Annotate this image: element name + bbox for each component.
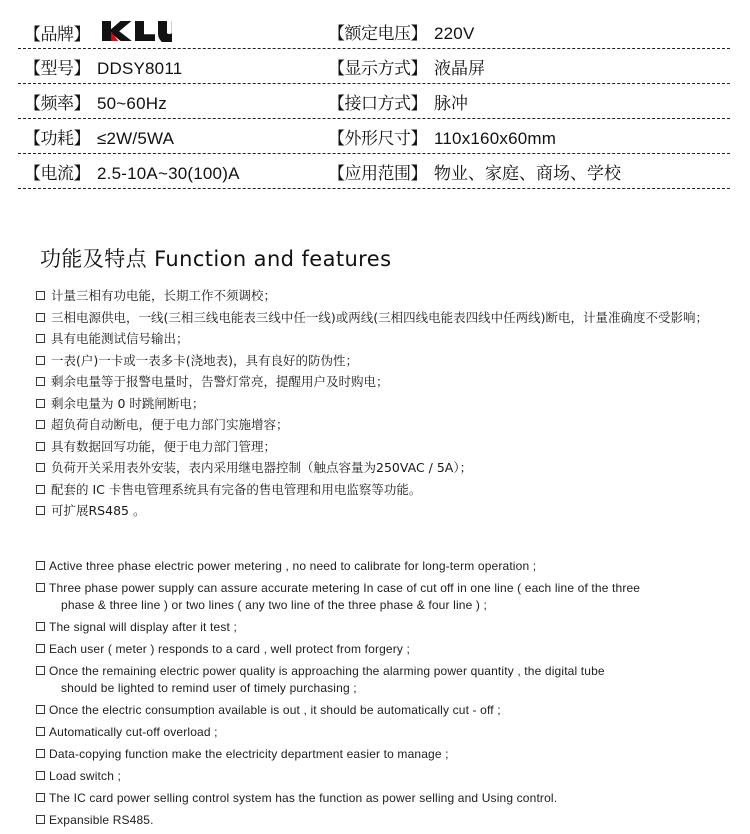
list-item-label: 超负荷自动断电，便于电力部门实施增容； [51,417,289,432]
list-item-line-1: Three phase power supply can assure accurate metering In case of cut off in one line ( each line of the three [49,581,641,595]
spec-cell-dimensions [323,124,730,149]
list-item [36,768,742,785]
list-item [36,310,736,326]
spec-cell-model [18,54,323,79]
list-item [36,331,736,347]
list-item-label: Data-copying function make the electricity department easier to manage ; [49,747,449,761]
list-item [36,396,736,412]
list-item [36,503,736,519]
spec-key: 【接口方式】 [328,93,427,114]
list-item-label: Active three phase electric power metering , no need to calibrate for long-term operation ; [49,559,537,573]
list-item-label: Automatically cut-off overload ; [49,725,218,739]
list-item-line-2: should be lighted to remind user of timely purchasing ; [61,681,357,695]
list-item-label: 配套的 IC 卡售电管理系统具有完备的售电管理和用电监察等功能。 [51,481,422,497]
checkbox-square-icon [36,583,45,592]
list-item-label: 一表(户)一卡或一表多卡(浇地表)，具有良好的防伪性； [51,352,359,368]
list-item-label: Each user ( meter ) responds to a card , well protect from forgery ; [49,642,411,656]
checkbox-square-icon [36,420,45,429]
list-item [36,417,736,433]
list-item-label: 具有电能测试信号输出； [51,331,189,346]
spec-value: DDSY8011 [97,58,183,78]
table-row [18,119,730,154]
spec-value: 2.5-10A~30(100)A [97,163,240,183]
list-item-label: 剩余电量为 0 时跳闸断电； [51,395,205,411]
spec-cell-display-type [323,54,730,79]
list-item-label: Once the electric consumption available is out , it should be automatically cut - off ; [49,703,501,717]
spec-value: ≤2W/5WA [97,128,175,148]
checkbox-square-icon [36,727,45,736]
checkbox-square-icon [36,561,45,570]
checkbox-square-icon [36,815,45,824]
spec-value: 液晶屏 [434,58,485,79]
feature-list-english [36,558,742,834]
checkbox-square-icon [36,793,45,802]
list-item [36,724,742,741]
list-item [36,460,736,476]
spec-value: 220V [434,23,475,43]
table-row [18,14,730,49]
checkbox-square-icon [36,666,45,675]
checkbox-square-icon [36,705,45,714]
list-item [36,353,736,369]
list-item-label: 负荷开关采用表外安装，表内采用继电器控制（触点容量为250VAC / 5A）； [51,460,473,475]
list-item [36,439,736,455]
spec-key: 【功耗】 [24,128,90,149]
specification-table [18,14,730,189]
list-item [36,663,742,697]
checkbox-square-icon [36,644,45,653]
spec-cell-interface-type [323,89,730,114]
klu-logo-icon [100,20,172,42]
spec-key: 【额定电压】 [328,23,427,44]
spec-key: 【显示方式】 [328,58,427,79]
spec-cell-frequency [18,89,323,114]
spec-key: 【型号】 [24,58,90,79]
list-item [36,641,742,658]
feature-list-chinese [36,288,736,525]
spec-cell-rated-voltage [323,19,730,44]
checkbox-square-icon [36,506,45,515]
checkbox-square-icon [36,622,45,631]
list-item-label: 三相电源供电，一线(三相三线电能表三线中任一线)或两线(三相四线电能表四线中任两线)断电，计量准确度不受影响； [51,309,709,325]
spec-value: 脉冲 [434,93,468,114]
checkbox-square-icon [36,463,45,472]
list-item-label: 具有数据回写功能，便于电力部门管理； [51,438,277,454]
list-item-label: 计量三相有功电能，长期工作不须调校； [51,288,277,303]
spec-key: 【频率】 [24,93,90,114]
spec-value: 物业、家庭、商场、学校 [434,163,621,184]
page-title: 功能及特点 Function and features [40,247,392,271]
list-item-label [49,663,739,697]
list-item-label: Load switch ; [49,769,121,783]
spec-value: 50~60Hz [97,93,167,113]
list-item [36,288,736,304]
table-row [18,49,730,84]
list-item [36,619,742,636]
checkbox-square-icon [36,313,45,322]
checkbox-square-icon [36,485,45,494]
checkbox-square-icon [36,399,45,408]
spec-key: 【电流】 [24,163,90,184]
spec-cell-brand [18,18,323,45]
spec-key: 【外形尺寸】 [328,128,427,149]
list-item-label: The signal will display after it test ; [49,620,237,634]
list-item [36,702,742,719]
spec-cell-current [18,159,323,184]
list-item [36,482,736,498]
list-item-line-1: Once the remaining electric power quality is approaching the alarming power quantity , the digital tube [49,664,605,678]
list-item-label [49,580,739,614]
checkbox-square-icon [36,291,45,300]
spec-cell-application-range [323,159,730,184]
list-item [36,790,742,807]
list-item-label: The IC card power selling control system has the function as power selling and Using control. [49,791,558,805]
spec-cell-power-consumption [18,124,323,149]
checkbox-square-icon [36,442,45,451]
checkbox-square-icon [36,377,45,386]
list-item [36,558,742,575]
list-item [36,812,742,829]
spec-key: 【品牌】 [24,24,90,45]
checkbox-square-icon [36,749,45,758]
checkbox-square-icon [36,334,45,343]
checkbox-square-icon [36,356,45,365]
table-row [18,84,730,119]
spec-value: 110x160x60mm [434,128,557,148]
list-item-line-2: phase & three line ) or two lines ( any two line of the three phase & four line ) ; [61,598,488,612]
table-row [18,154,730,189]
list-item [36,580,742,614]
list-item [36,746,742,763]
checkbox-square-icon [36,771,45,780]
list-item-label: 可扩展RS485 。 [51,503,146,518]
list-item [36,374,736,390]
spec-key: 【应用范围】 [328,163,427,184]
list-item-label: Expansible RS485. [49,813,154,827]
list-item-label: 剩余电量等于报警电量时，告警灯常亮，提醒用户及时购电； [51,374,389,389]
